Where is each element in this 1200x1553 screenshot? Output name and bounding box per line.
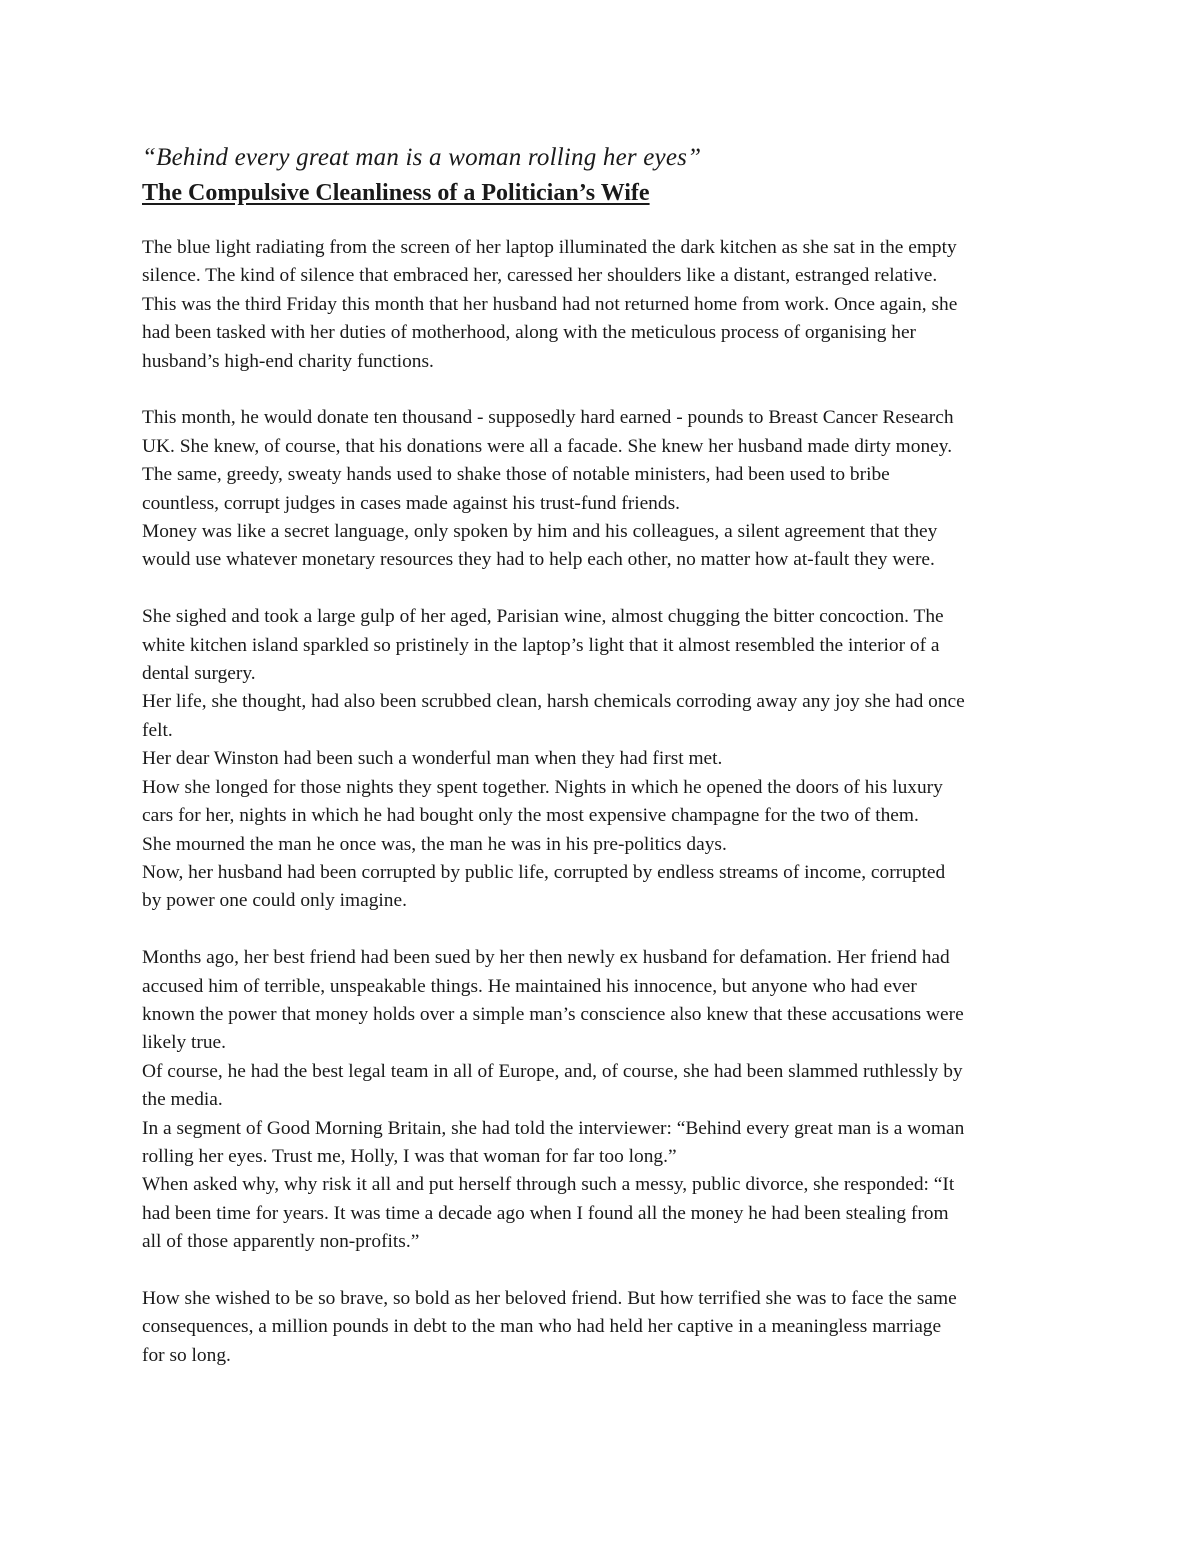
text-line: silence. The kind of silence that embraced her, caressed her shoulders like a distant, estranged relative.: [142, 265, 938, 287]
text-line: accused him of terrible, unspeakable things. He maintained his innocence, but anyone who had ever: [142, 975, 917, 997]
document-body: [142, 234, 1062, 1370]
text-line: How she longed for those nights they spent together. Nights in which he opened the doors of his luxury: [142, 776, 943, 798]
text-line: The same, greedy, sweaty hands used to shake those of notable ministers, had been used to bribe: [142, 464, 890, 486]
text-line: white kitchen island sparkled so pristinely in the laptop’s light that it almost resembled the interior of a: [142, 634, 940, 656]
paragraph-break: [142, 376, 1062, 404]
text-line: She mourned the man he once was, the man he was in his pre-politics days.: [142, 833, 727, 855]
text-line: Now, her husband had been corrupted by public life, corrupted by endless streams of income, corrupted: [142, 861, 946, 883]
text-line: known the power that money holds over a simple man’s conscience also knew that these accusations were: [142, 1003, 964, 1025]
text-line: How she wished to be so brave, so bold as her beloved friend. But how terrified she was to face the same: [142, 1287, 957, 1309]
text-line: Her dear Winston had been such a wonderful man when they had first met.: [142, 748, 723, 770]
paragraph-break: [142, 1257, 1062, 1285]
text-line: UK. She knew, of course, that his donations were all a facade. She knew her husband made dirty money.: [142, 435, 953, 457]
text-line: felt.: [142, 719, 173, 741]
text-line: In a segment of Good Morning Britain, she had told the interviewer: “Behind every great man is a woman: [142, 1117, 965, 1139]
text-line: would use whatever monetary resources they had to help each other, no matter how at-fault they were.: [142, 549, 935, 571]
document-page: [142, 140, 1062, 1370]
text-line: consequences, a million pounds in debt to the man who had held her captive in a meaningless marriage: [142, 1316, 942, 1338]
document-title: The Compulsive Cleanliness of a Politician’s Wife: [142, 180, 650, 206]
text-line: She sighed and took a large gulp of her aged, Parisian wine, almost chugging the bitter concoction. The: [142, 606, 944, 628]
text-line: Money was like a secret language, only spoken by him and his colleagues, a silent agreement that they: [142, 521, 938, 543]
text-line: cars for her, nights in which he had bought only the most expensive champagne for the two of them.: [142, 805, 919, 827]
text-line: Her life, she thought, had also been scrubbed clean, harsh chemicals corroding away any joy she had once: [142, 691, 965, 713]
text-line: Months ago, her best friend had been sued by her then newly ex husband for defamation. Her friend had: [142, 947, 950, 969]
text-line: husband’s high-end charity functions.: [142, 350, 434, 372]
text-line: Of course, he had the best legal team in all of Europe, and, of course, she had been slammed ruthlessly by: [142, 1060, 963, 1082]
text-line: rolling her eyes. Trust me, Holly, I was that woman for far too long.”: [142, 1145, 677, 1167]
text-line: This month, he would donate ten thousand - supposedly hard earned - pounds to Breast Cancer Research: [142, 407, 954, 429]
text-line: countless, corrupt judges in cases made against his trust-fund friends.: [142, 492, 680, 514]
text-line: by power one could only imagine.: [142, 890, 407, 912]
epigraph: “Behind every great man is a woman rolling her eyes”: [142, 144, 702, 171]
text-line: all of those apparently non-profits.”: [142, 1231, 420, 1253]
text-line: The blue light radiating from the screen of her laptop illuminated the dark kitchen as she sat in the empty: [142, 237, 957, 258]
text-line: the media.: [142, 1089, 223, 1111]
text-line: This was the third Friday this month that her husband had not returned home from work. Once again, she: [142, 293, 958, 315]
text-line: had been tasked with her duties of motherhood, along with the meticulous process of organising her: [142, 322, 917, 344]
text-line: had been time for years. It was time a decade ago when I found all the money he had been stealing from: [142, 1202, 949, 1224]
paragraph-break: [142, 916, 1062, 944]
text-line: When asked why, why risk it all and put herself through such a messy, public divorce, she responded: “It: [142, 1174, 955, 1196]
text-line: for so long.: [142, 1344, 231, 1366]
text-line: dental surgery.: [142, 663, 256, 685]
paragraph-break: [142, 575, 1062, 603]
text-line: likely true.: [142, 1032, 227, 1054]
